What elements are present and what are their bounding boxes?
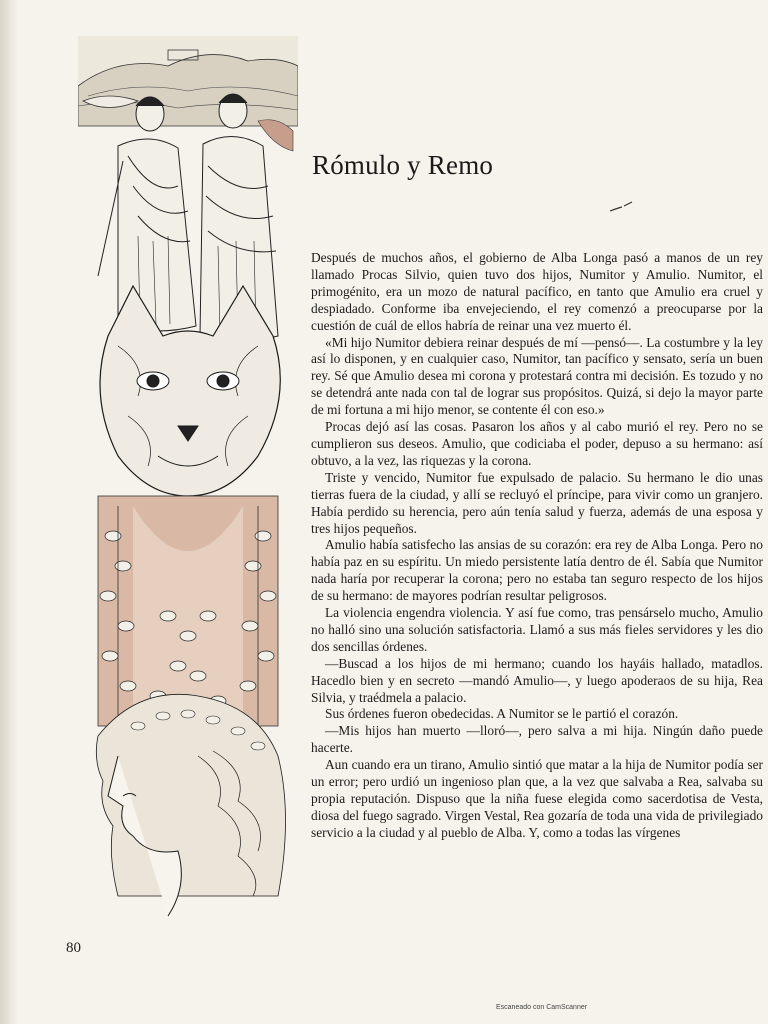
paragraph: Amulio había satisfecho las ansias de su corazón: era rey de Alba Longa. Pero no había paz en su espíritu. Un miedo persistente latía dentro de él. Sabía que Numitor nada haría por recuperar la corona; pero no estaba tan seguro respecto de los hijos de su hermano: de mayores podrían resultar peligrosos. (311, 537, 763, 604)
paragraph: —Buscad a los hijos de mi hermano; cuando los hayáis hallado, matadlos. Hacedlo bien y en secreto —mandó Amulio—, y luego apoderaos de su hija, Rea Silvia, y traédmela a palacio. (311, 655, 763, 705)
paragraph: Triste y vencido, Numitor fue expulsado de palacio. Su hermano le dio unas tierras fuera de la ciudad, y allí se recluyó el príncipe, para vivir como un granjero. Había perdido su herencia, pero aún tenía salud y fuerza, además de una esposa y tres hijos pequeños. (311, 469, 763, 536)
scanner-watermark: Escaneado con CamScanner (496, 1004, 588, 1011)
body-text (311, 250, 763, 842)
illustration-romulus-remus-wolf (78, 36, 298, 936)
paragraph: Procas dejó así las cosas. Pasaron los años y al cabo murió el rey. Pero no se cumplieron sus deseos. Amulio, que codiciaba el poder, depuso a su hermano: así obtuvo, a la vez, las riquezas y la corona. (311, 419, 763, 468)
foliage-panel-drawing (98, 496, 278, 726)
pen-mark-icon (608, 200, 634, 214)
landscape-drawing (78, 36, 298, 151)
woman-profile-drawing (96, 694, 285, 916)
paragraph: «Mi hijo Numitor debiera reinar después de mí —pensó—. La costumbre y la ley así lo disponen, y en cualquier caso, Numitor, tan pacífico y sensato, sería un buen rey. Sé que Amulio desea mi corona y protestará contra mi decisión. Es tozudo y no se detendrá ante nada con tal de lograr sus propósitos. Quizá, si dejo la mayor parte de mi fortuna a mi hijo menor, se contente él con eso.» (311, 334, 763, 418)
page-number: 80 (66, 940, 81, 956)
paragraph: Después de muchos años, el gobierno de Alba Longa pasó a manos de un rey llamado Procas Silvio, quien tuvo dos hijos, Numitor y Amulio. Numitor, el primogénito, era un mozo de natural pacífico, en tanto que Amulio era cruel y despiadado. Conforme iba envejeciendo, el rey comenzó a preocuparse por la cuestión de cuál de ellos habría de reinar una vez muerto él. (311, 250, 763, 333)
paragraph: —Mis hijos han muerto —lloró—, pero salva a mi hija. Ningún daño puede hacerte. (311, 723, 763, 756)
chapter-title: Rómulo y Remo (312, 150, 494, 180)
paragraph: La violencia engendra violencia. Y así fue como, tras pensárselo mucho, Amulio no halló sino una solución satisfactoria. Llamó a sus más fieles servidores y les dio dos sencillas órdenes. (311, 605, 763, 654)
paragraph: Sus órdenes fueron obedecidas. A Numitor se le partió el corazón. (325, 706, 679, 722)
page-gutter-shadow (0, 0, 18, 1024)
paragraph: Aun cuando era un tirano, Amulio sintió que matar a la hija de Numitor podía ser un error; pero urdió un ingenioso plan que, a la vez que salvaba a Rea, salvaba su propia reputación. Dispuso que la niña fuese elegida como sacerdotisa de Vesta, diosa del fuego sagrado. Virgen Vestal, Rea gozaría de toda una vida de privilegiado servicio a la ciudad y al pueblo de Alba. Y, como a todas las vírgenes (311, 757, 763, 840)
